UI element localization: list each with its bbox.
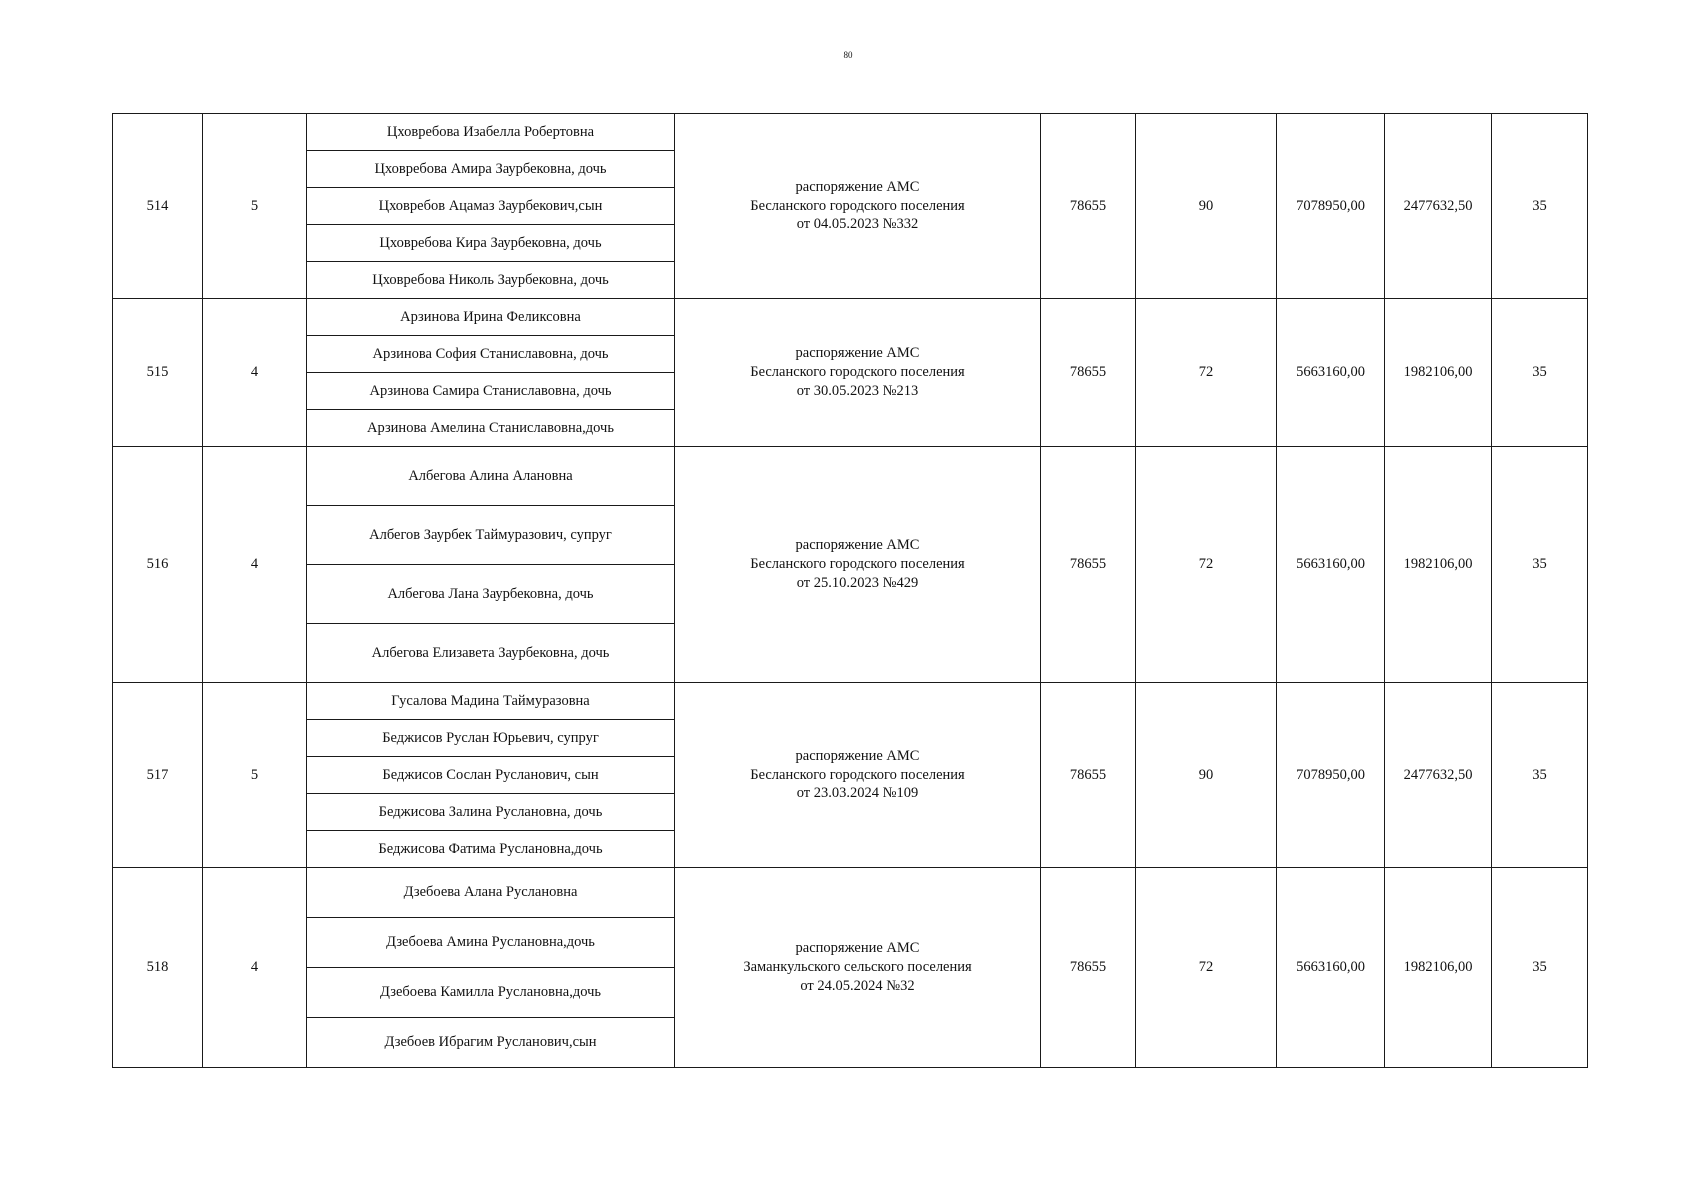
housing-area: 72	[1136, 447, 1277, 683]
record-number: 516	[113, 447, 203, 683]
total-cost: 5663160,00	[1277, 299, 1385, 447]
family-member: Беджисов Сослан Русланович, сын	[307, 757, 675, 794]
family-member: Цховребова Кира Заурбековна, дочь	[307, 225, 675, 262]
order-line: Бесланского городского поселения	[750, 766, 965, 783]
family-member: Цховребова Изабелла Робертовна	[307, 114, 675, 151]
family-member: Албегова Алина Алановна	[307, 447, 675, 506]
record-number: 518	[113, 868, 203, 1068]
table-row	[113, 683, 1588, 720]
family-member: Арзинова София Станиславовна, дочь	[307, 336, 675, 373]
housing-area: 72	[1136, 299, 1277, 447]
record-number: 517	[113, 683, 203, 868]
subsidy-percent: 35	[1492, 683, 1588, 868]
page-number: 80	[843, 50, 853, 60]
order-line: Бесланского городского поселения	[750, 197, 965, 214]
family-size: 5	[203, 683, 307, 868]
subsidy-amount: 1982106,00	[1385, 868, 1492, 1068]
cost-norm: 78655	[1041, 868, 1136, 1068]
family-member: Дзебоев Ибрагим Русланович,сын	[307, 1018, 675, 1068]
family-member: Беджисова Залина Руслановна, дочь	[307, 794, 675, 831]
order-reference	[675, 447, 1041, 683]
order-reference	[675, 868, 1041, 1068]
family-size: 4	[203, 299, 307, 447]
order-line: от 30.05.2023 №213	[796, 382, 919, 399]
order-line: распоряжение АМС	[795, 940, 920, 957]
order-line: распоряжение АМС	[795, 537, 920, 554]
family-member: Цховребова Николь Заурбековна, дочь	[307, 262, 675, 299]
table-row	[113, 447, 1588, 506]
family-member: Гусалова Мадина Таймуразовна	[307, 683, 675, 720]
table-row	[113, 868, 1588, 918]
family-member: Цховребова Амира Заурбековна, дочь	[307, 151, 675, 188]
cost-norm: 78655	[1041, 447, 1136, 683]
order-line: Бесланского городского поселения	[750, 556, 965, 573]
record-number: 515	[113, 299, 203, 447]
order-line: от 04.05.2023 №332	[796, 216, 919, 233]
total-cost: 7078950,00	[1277, 114, 1385, 299]
table-row	[113, 114, 1588, 151]
order-line: от 23.03.2024 №109	[796, 785, 919, 802]
total-cost: 5663160,00	[1277, 447, 1385, 683]
order-line: от 24.05.2024 №32	[800, 977, 915, 994]
family-size: 4	[203, 447, 307, 683]
registry-table-body	[113, 114, 1588, 1068]
subsidy-amount: 2477632,50	[1385, 683, 1492, 868]
subsidy-percent: 35	[1492, 868, 1588, 1068]
subsidy-amount: 1982106,00	[1385, 447, 1492, 683]
housing-area: 90	[1136, 114, 1277, 299]
order-line: Заманкульского сельского поселения	[743, 959, 972, 976]
family-member: Арзинова Амелина Станиславовна,дочь	[307, 410, 675, 447]
order-line: распоряжение АМС	[795, 747, 920, 764]
order-reference	[675, 114, 1041, 299]
family-member: Арзинова Самира Станиславовна, дочь	[307, 373, 675, 410]
housing-area: 72	[1136, 868, 1277, 1068]
record-number: 514	[113, 114, 203, 299]
total-cost: 7078950,00	[1277, 683, 1385, 868]
registry-table	[112, 113, 1588, 1068]
order-reference	[675, 299, 1041, 447]
subsidy-percent: 35	[1492, 299, 1588, 447]
cost-norm: 78655	[1041, 683, 1136, 868]
subsidy-amount: 1982106,00	[1385, 299, 1492, 447]
family-member: Албегов Заурбек Таймуразович, супруг	[307, 506, 675, 565]
family-member: Беджисова Фатима Руслановна,дочь	[307, 831, 675, 868]
family-member: Цховребов Ацамаз Заурбекович,сын	[307, 188, 675, 225]
family-member: Арзинова Ирина Феликсовна	[307, 299, 675, 336]
family-member: Дзебоева Амина Руслановна,дочь	[307, 918, 675, 968]
order-line: распоряжение АМС	[795, 345, 920, 362]
cost-norm: 78655	[1041, 114, 1136, 299]
order-reference	[675, 683, 1041, 868]
table-row	[113, 299, 1588, 336]
cost-norm: 78655	[1041, 299, 1136, 447]
family-member: Албегова Елизавета Заурбековна, дочь	[307, 624, 675, 683]
subsidy-percent: 35	[1492, 447, 1588, 683]
order-line: от 25.10.2023 №429	[796, 574, 919, 591]
family-member: Албегова Лана Заурбековна, дочь	[307, 565, 675, 624]
family-member: Дзебоева Алана Руслановна	[307, 868, 675, 918]
family-member: Беджисов Руслан Юрьевич, супруг	[307, 720, 675, 757]
order-line: Бесланского городского поселения	[750, 364, 965, 381]
family-size: 4	[203, 868, 307, 1068]
family-member: Дзебоева Камилла Руслановна,дочь	[307, 968, 675, 1018]
family-size: 5	[203, 114, 307, 299]
order-line: распоряжение АМС	[795, 178, 920, 195]
housing-area: 90	[1136, 683, 1277, 868]
total-cost: 5663160,00	[1277, 868, 1385, 1068]
subsidy-amount: 2477632,50	[1385, 114, 1492, 299]
subsidy-percent: 35	[1492, 114, 1588, 299]
